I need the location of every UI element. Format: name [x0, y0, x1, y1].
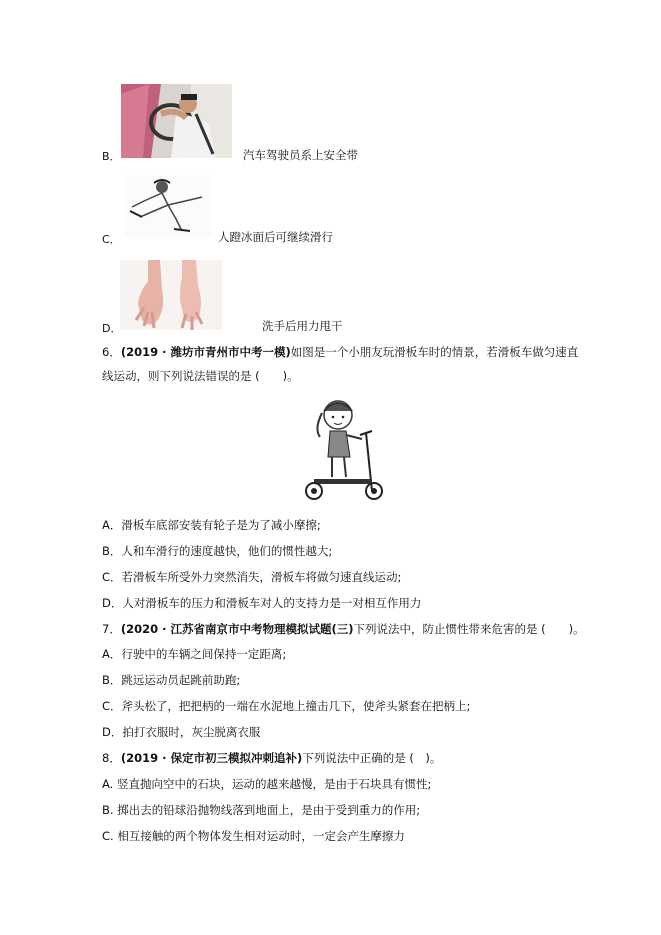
- q7-number: 7．: [102, 622, 121, 636]
- q7-stem: [102, 621, 585, 637]
- option-b-text: 汽车驾驶员系上安全带: [243, 148, 358, 162]
- q8-stem-text: 下列说法中正确的是 ( )。: [302, 751, 442, 765]
- q7-source: (2020 · 江苏省南京市中考物理模拟试题(三): [120, 622, 354, 636]
- q7-option-c: C．斧头松了，把把柄的一端在水泥地上撞击几下，使斧头紧套在把柄上;: [102, 699, 471, 713]
- q8-option-c: C. 相互接触的两个物体发生相对运动时，一定会产生摩擦力: [102, 829, 405, 843]
- scooter-drawing: [298, 393, 390, 505]
- q8-number: 8．: [102, 751, 121, 765]
- q7-option-d: D．拍打衣服时，灰尘脱离衣服: [102, 725, 261, 739]
- q6-option-a: A．滑板车底部安装有轮子是为了减小摩擦;: [102, 518, 321, 532]
- ice-skater-sketch: [124, 175, 212, 237]
- option-c-text: 人蹬冰面后可继续滑行: [218, 230, 333, 244]
- driver-seatbelt-photo: [121, 84, 232, 158]
- q6-option-c: C．若滑板车所受外力突然消失，滑板车将做匀速直线运动;: [102, 570, 402, 584]
- q6-option-d: D．人对滑板车的压力和滑板车对人的支持力是一对相互作用力: [102, 596, 422, 610]
- skater-drawing: [124, 175, 212, 237]
- q7-option-b: B．跳远运动员起跳前助跑;: [102, 673, 241, 687]
- q8-option-a: A. 竖直抛向空中的石块，运动的越来越慢，是由于石块具有惯性;: [102, 777, 432, 791]
- q6-stem-text1: 如图是一个小朋友玩滑板车时的情景，若滑板车做匀速直: [290, 345, 579, 359]
- option-c-letter: C．: [102, 233, 121, 246]
- girl-on-scooter-image: [298, 393, 390, 505]
- q6-source: (2019 · 潍坊市青州市中考一模): [120, 345, 291, 359]
- q6-stem-line2: 线运动，则下列说法错误的是 ( )。: [102, 369, 299, 383]
- q6-stem-line1: [102, 344, 578, 360]
- hands-shaking-photo: [120, 260, 222, 330]
- q6-number: 6．: [102, 345, 121, 359]
- option-d-letter: D．: [102, 322, 122, 335]
- q6-option-b: B．人和车滑行的速度越快，他们的惯性越大;: [102, 544, 333, 558]
- q8-option-b: B. 掷出去的铅球沿抛物线落到地面上，是由于受到重力的作用;: [102, 803, 421, 817]
- option-b-letter: B．: [102, 150, 121, 163]
- q7-stem-text: 下列说法中，防止惯性带来危害的是 ( )。: [353, 622, 585, 636]
- q8-source: (2019 · 保定市初三模拟冲刺追补): [120, 751, 303, 765]
- q7-option-a: A．行驶中的车辆之间保持一定距离;: [102, 647, 287, 661]
- q8-stem: [102, 750, 441, 766]
- driver-seatbelt-drawing: [121, 84, 232, 158]
- hands-drawing: [120, 260, 222, 330]
- option-d-text: 洗手后用力甩干: [262, 319, 343, 333]
